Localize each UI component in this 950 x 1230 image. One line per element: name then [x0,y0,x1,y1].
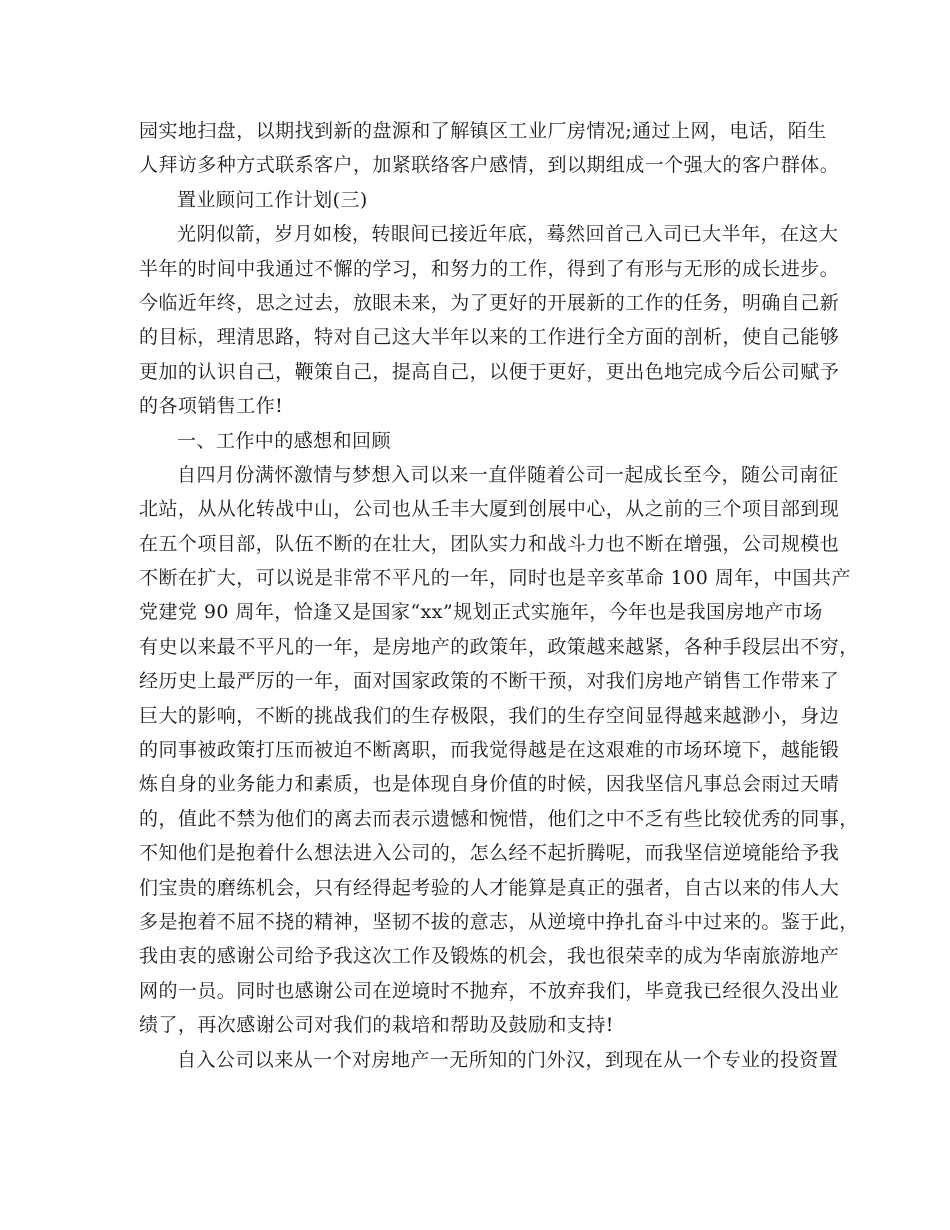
text-line: 炼自身的业务能力和素质，也是体现自身价值的时候，因我坚信凡事总会雨过天晴 [139,773,840,796]
text-line: 们宝贵的磨练机会，只有经得起考验的人才能算是真正的强者，自古以来的伟人大 [139,876,840,899]
text-line: 光阴似箭，岁月如梭，转眼间已接近年底，蓦然回首己入司已大半年，在这大 [177,223,839,246]
text-line: 不知他们是抱着什么想法进入公司的，怎么经不起折腾呢，而我坚信逆境能给予我 [139,842,840,865]
text-line: 自四月份满怀激情与梦想入司以来一直伴随着公司一起成长至今，随公司南征 [177,463,839,486]
text-line: 人拜访多种方式联系客户，加紧联络客户感情，到以期组成一个强大的客户群体。 [139,154,840,177]
text-line: 置业顾问工作计划(三) [177,188,368,211]
text-line: 的各项销售工作! [139,395,284,418]
text-line: 党建党 90 周年，恰逢又是国家“xx”规划正式实施年，今年也是我国房地产市场 [139,601,823,624]
document-body [139,114,859,1077]
text-line: 今临近年终，思之过去，放眼未来，为了更好的开展新的工作的任务，明确自己新 [139,291,840,314]
text-line: 的目标，理清思路，特对自己这大半年以来的工作进行全方面的剖析，使自己能够 [139,326,840,349]
text-line: 不断在扩大，可以说是非常不平凡的一年，同时也是辛亥革命 100 周年，中国共产 [139,567,851,590]
text-line: 自入公司以来从一个对房地产一无所知的门外汉，到现在从一个专业的投资置 [177,1048,839,1071]
text-line: 多是抱着不屈不挠的精神，坚韧不拔的意志，从逆境中挣扎奋斗中过来的。鉴于此， [139,910,859,933]
text-line: 更加的认识自己，鞭策自己，提高自己，以便于更好，更出色地完成今后公司赋予 [139,360,840,383]
text-line: 有史以来最不平凡的一年，是房地产的政策年，政策越来越紧，各种手段层出不穷， [139,635,859,658]
text-line: 经历史上最严厉的一年，面对国家政策的不断干预，对我们房地产销售工作带来了 [139,670,840,693]
text-line: 网的一员。同时也感谢公司在逆境时不抛弃，不放弃我们，毕竟我已经很久没出业 [139,979,840,1002]
text-line: 在五个项目部，队伍不断的在壮大，团队实力和战斗力也不断在增强，公司规模也 [139,532,840,555]
text-line: 园实地扫盘，以期找到新的盘源和了解镇区工业厂房情况;通过上网，电话，陌生 [139,120,827,142]
text-line: 巨大的影响，不断的挑战我们的生存极限，我们的生存空间显得越来越渺小，身边 [139,704,840,727]
text-line: 绩了，再次感谢公司对我们的栽培和帮助及鼓励和支持! [139,1014,614,1037]
text-line: 的同事被政策打压而被迫不断离职，而我觉得越是在这艰难的市场环境下，越能锻 [139,739,840,762]
text-line: 的，值此不禁为他们的离去而表示遗憾和惋惜，他们之中不乏有些比较优秀的同事， [139,807,859,830]
text-line: 北站，从从化转战中山，公司也从壬丰大厦到创展中心，从之前的三个项目部到现 [139,498,840,521]
text-line: 半年的时间中我通过不懈的学习，和努力的工作，得到了有形与无形的成长进步。 [139,257,840,280]
text-line: 我由衷的感谢公司给予我这次工作及锻炼的机会，我也很荣幸的成为华南旅游地产 [139,945,840,968]
text-line: 一、工作中的感想和回顾 [177,429,391,452]
